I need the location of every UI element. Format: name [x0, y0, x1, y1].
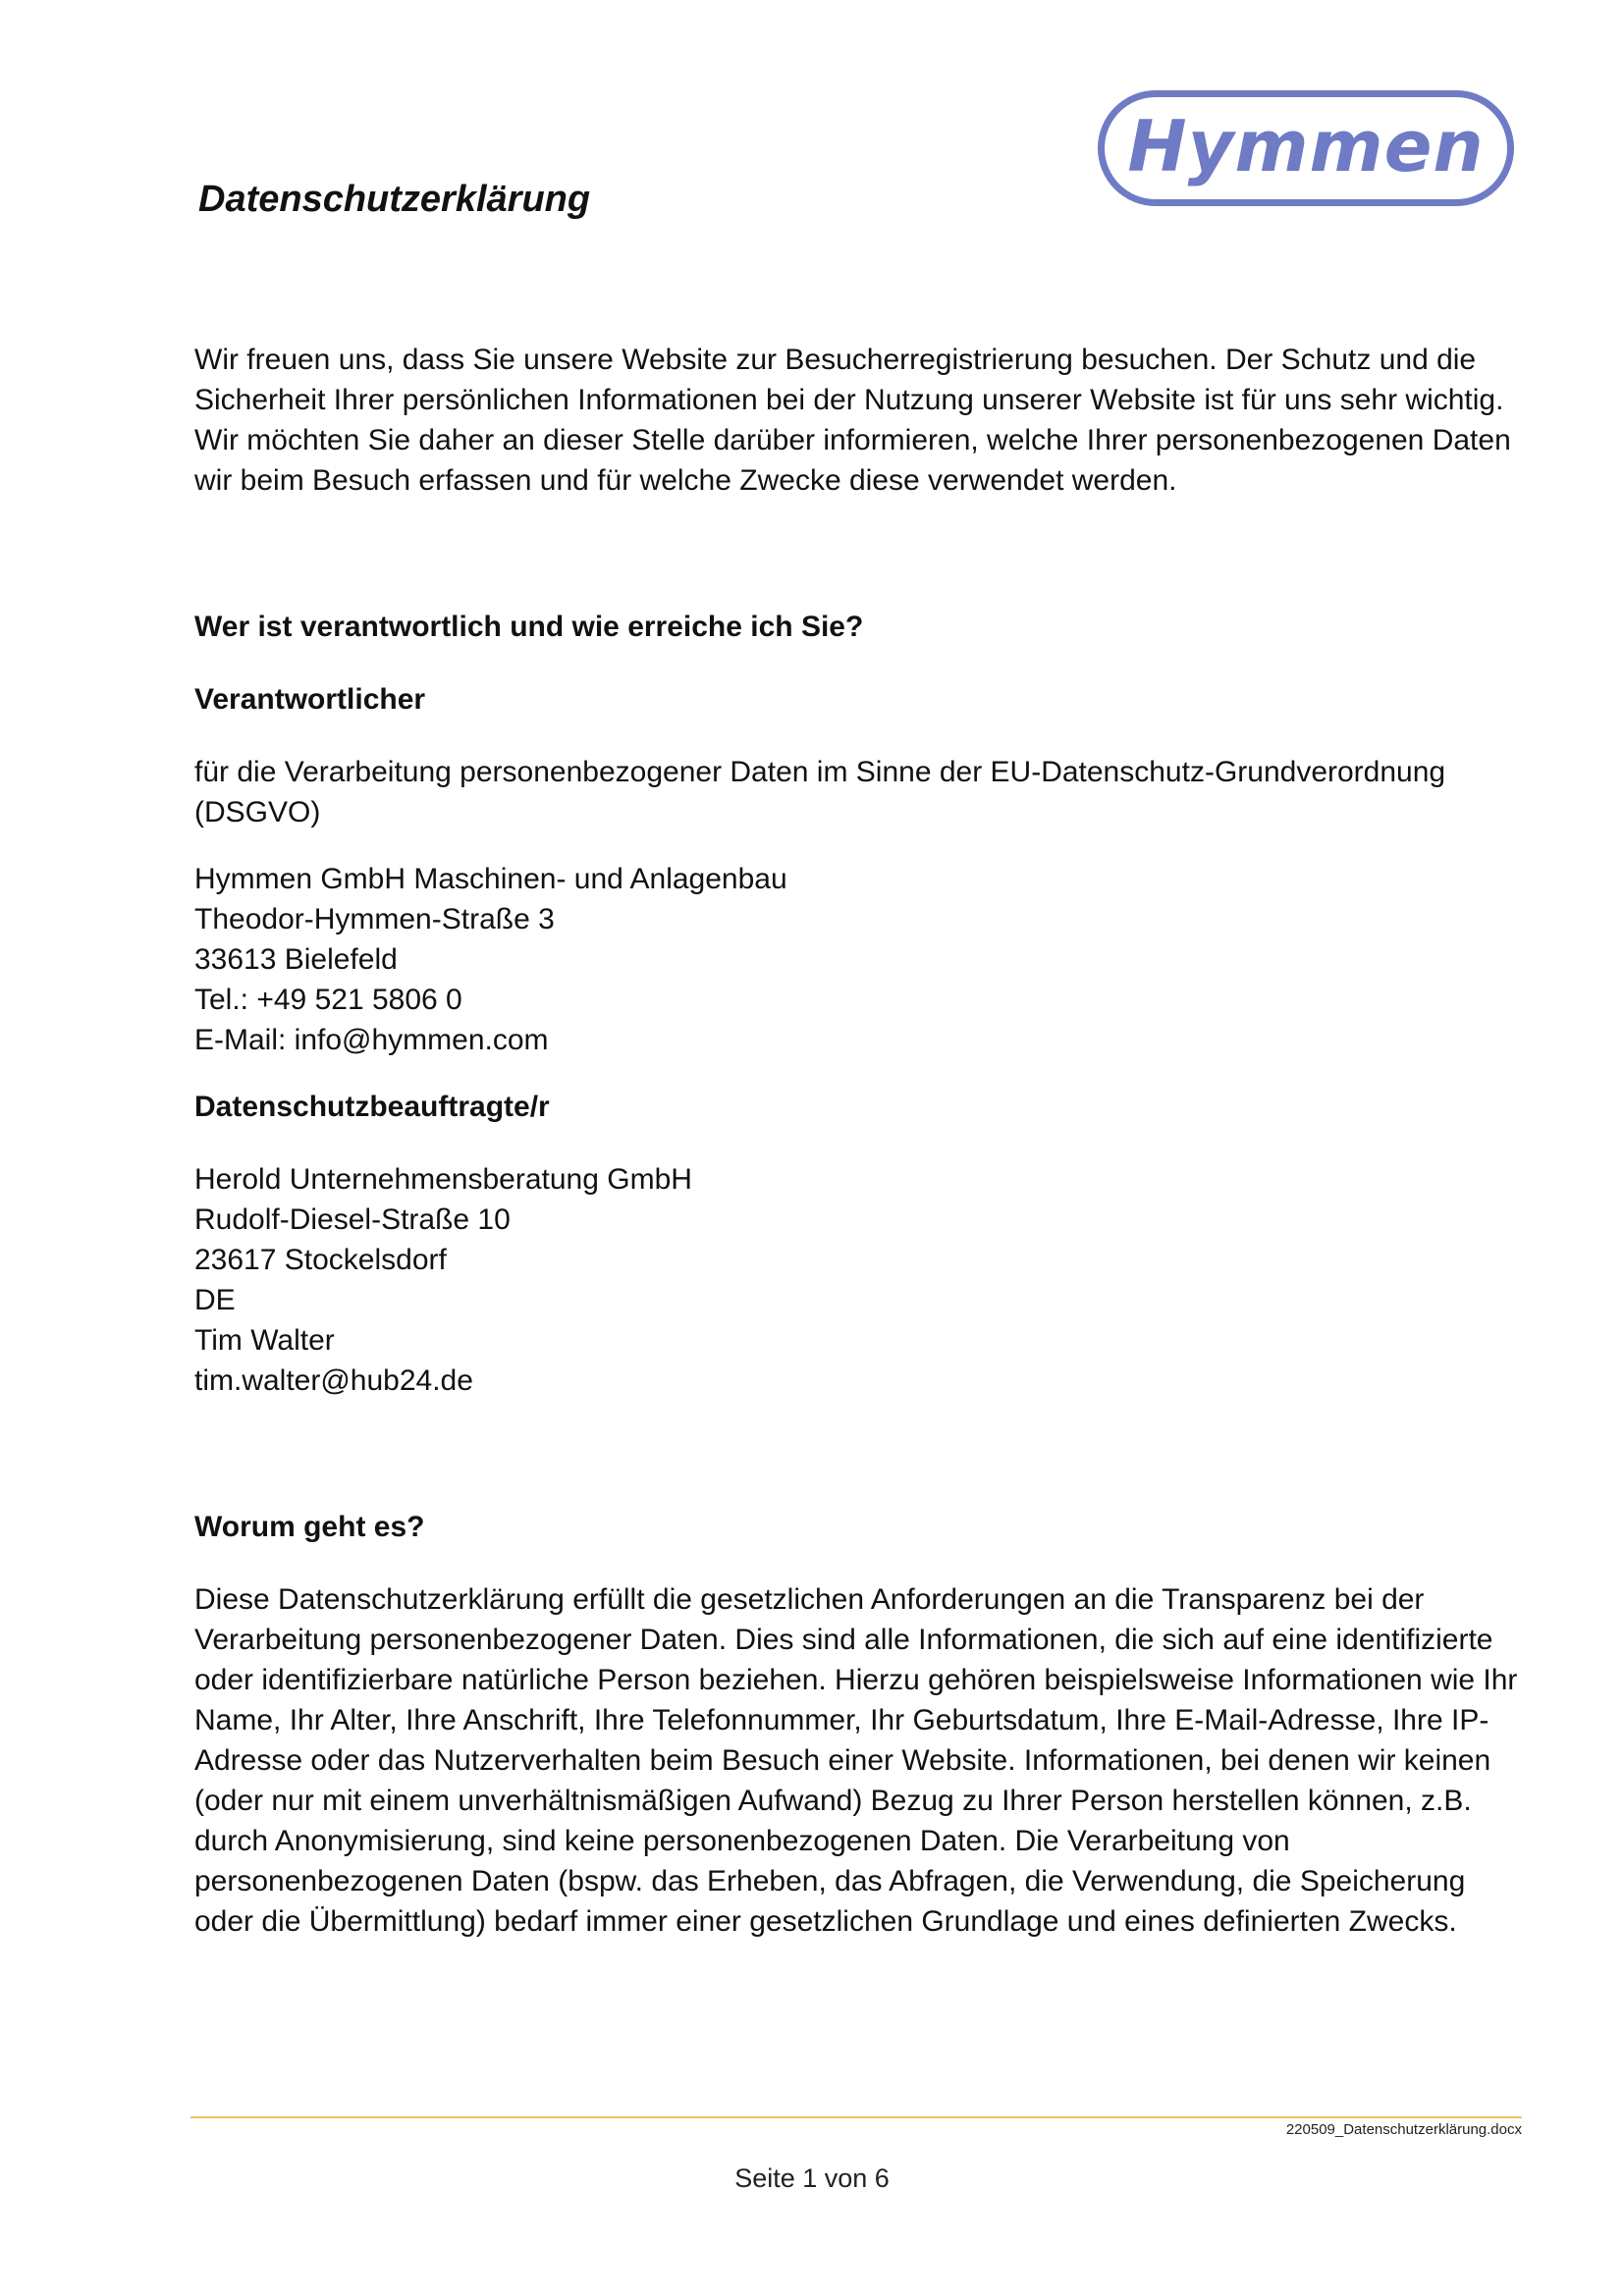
address-line: 33613 Bielefeld [194, 943, 398, 976]
document-title: Datenschutzerklärung [198, 179, 591, 220]
dpo-address [194, 1159, 1530, 1401]
section-heading-responsible: Wer ist verantwortlich und wie erreiche ich Sie? [194, 611, 864, 643]
address-line: Tim Walter [194, 1324, 335, 1357]
controller-address [194, 859, 1530, 1060]
address-line: Rudolf-Diesel-Straße 10 [194, 1203, 511, 1236]
address-line: tim.walter@hub24.de [194, 1364, 473, 1397]
document-body [194, 340, 1530, 1942]
address-line: Tel.: +49 521 5806 0 [194, 984, 462, 1016]
subheading-controller: Verantwortlicher [194, 683, 426, 716]
page-number: Seite 1 von 6 [734, 2163, 890, 2193]
section-heading-purpose: Worum geht es? [194, 1511, 425, 1543]
footer-divider [190, 2116, 1522, 2118]
intro-paragraph: Wir freuen uns, dass Sie unsere Website zur Besucherregistrierung besuchen. Der Schutz und die Sicherheit Ihrer persönlichen Informationen bei der Nutzung unserer Website ist für uns sehr wichtig. Wir möchten Sie daher an dieser Stelle darüber informieren, welche Ihrer personenbezogenen Daten wir beim Besuch erfassen und für welche Zwecke diese verwendet werden. [194, 344, 1511, 497]
hymmen-logo [1098, 90, 1514, 206]
address-line: E-Mail: info@hymmen.com [194, 1024, 549, 1056]
address-line: Theodor-Hymmen-Straße 3 [194, 903, 555, 935]
address-line: Herold Unternehmensberatung GmbH [194, 1163, 692, 1196]
subheading-dpo: Datenschutzbeauftragte/r [194, 1091, 550, 1123]
address-line: 23617 Stockelsdorf [194, 1244, 447, 1276]
controller-description: für die Verarbeitung personenbezogener Daten im Sinne der EU-Datenschutz-Grundverordnung (DSGVO) [194, 756, 1446, 828]
address-line: Hymmen GmbH Maschinen- und Anlagenbau [194, 863, 787, 895]
address-line: DE [194, 1284, 236, 1316]
footer-filename: 220509_Datenschutzerklärung.docx [1285, 2121, 1522, 2138]
purpose-paragraph: Diese Datenschutzerklärung erfüllt die gesetzlichen Anforderungen an die Transparenz bei der Verarbeitung personenbezogener Daten. Dies sind alle Informationen, die sich auf eine identifizierte oder identifizierbare natürliche Person beziehen. Hierzu gehören beispielsweise Informationen wie Ihr Name, Ihr Alter, Ihre Anschrift, Ihre Telefonnummer, Ihr Geburtsdatum, Ihre E-Mail-Adresse, Ihre IP-Adresse oder das Nutzerverhalten beim Besuch einer Website. Informationen, bei denen wir keinen (oder nur mit einem unverhältnismäßigen Aufwand) Bezug zu Ihrer Person herstellen können, z.B. durch Anonymisierung, sind keine personenbezogenen Daten. Die Verarbeitung von personenbezogenen Daten (bspw. das Erheben, das Abfragen, die Verwendung, die Speicherung oder die Übermittlung) bedarf immer einer gesetzlichen Grundlage und eines definierten Zwecks. [194, 1583, 1518, 1938]
logo-text: Hymmen [1127, 105, 1485, 187]
